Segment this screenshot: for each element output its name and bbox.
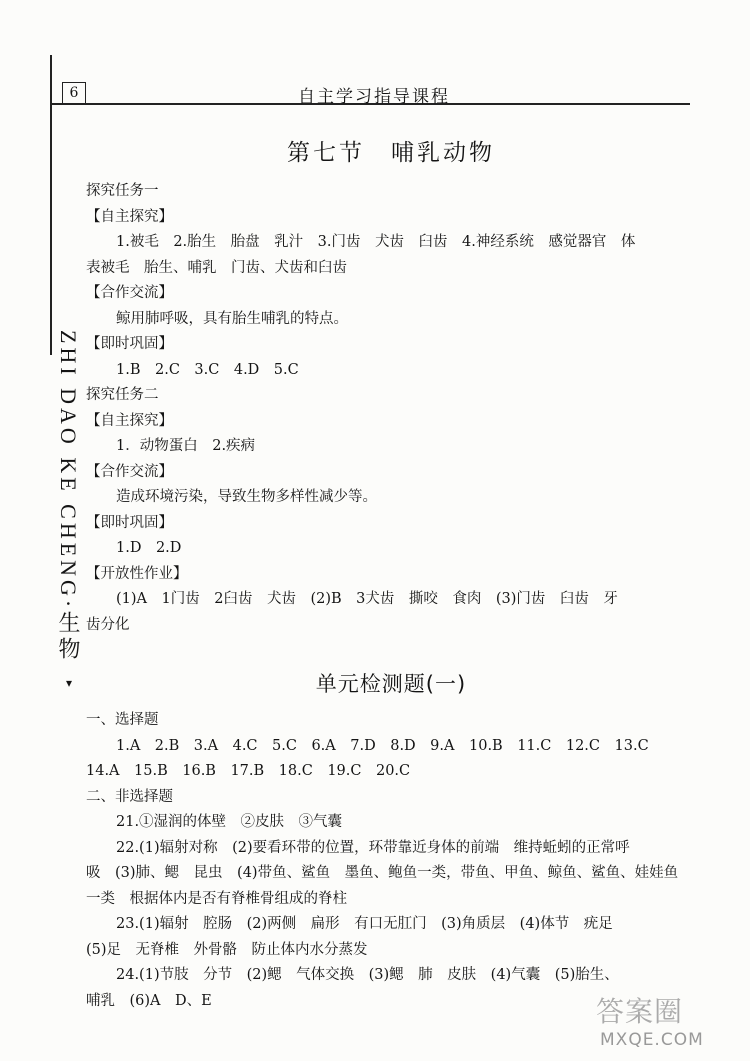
subheading: 【开放性作业】 (86, 565, 188, 582)
answer-line: 表被毛 胎生、哺乳 门齿、犬齿和臼齿 (86, 259, 347, 276)
answer-line: 1．动物蛋白 2.疾病 (116, 438, 256, 454)
task-heading: 探究任务二 (86, 387, 159, 403)
answer-line: (5)足 无脊椎 外骨骼 防止体内水分蒸发 (86, 941, 368, 958)
answer-line: 14.A 15.B 16.B 17.B 18.C 19.C 20.C (86, 763, 411, 779)
answer-line: 齿分化 (86, 616, 130, 633)
answer-line: (1)A 1门齿 2臼齿 犬齿 (2)B 3犬齿 撕咬 食肉 (3)门齿 臼齿 牙 (116, 591, 618, 607)
subheading: 【合作交流】 (86, 285, 173, 301)
subheading: 【即时巩固】 (86, 336, 173, 352)
section-title: 第七节 哺乳动物 (287, 140, 495, 166)
side-mark: ▾ (66, 676, 73, 690)
answer-line: 一类 根据体内是否有脊椎骨组成的脊柱 (86, 890, 347, 907)
page-number: 6 (62, 82, 86, 104)
subheading: 【即时巩固】 (86, 514, 173, 531)
page-content (86, 130, 696, 1014)
task-heading: 探究任务一 (86, 183, 159, 199)
answer-line: 1.B 2.C 3.C 4.D 5.C (116, 361, 299, 378)
side-course-label: ZHI DAO KE CHENG·生物 (56, 330, 81, 664)
subheading: 【合作交流】 (86, 463, 173, 480)
unit-body (86, 708, 696, 1014)
answer-line: 23.(1)辐射 腔肠 (2)两侧 扁形 有口无肛门 (3)角质层 (4)体节 疣足 (116, 916, 613, 932)
answer-line: 21.①湿润的体壁 ②皮肤 ③气囊 (116, 814, 343, 830)
watermark-logo: 答案圈 (596, 995, 684, 1028)
subheading: 【自主探究】 (86, 208, 173, 225)
answer-line: 22.(1)辐射对称 (2)要看环带的位置，环带靠近身体的前端 维持蚯蚓的正常呼 (116, 839, 630, 856)
answer-line: 1.A 2.B 3.A 4.C 5.C 6.A 7.D 8.D 9.A 10.B 11.C 12.C 13.C (116, 737, 649, 754)
answer-line: 鲸用肺呼吸，具有胎生哺乳的特点。 (116, 310, 348, 327)
unit-test-title: 单元检测题(一) (315, 672, 467, 696)
part-heading: 二、非选择题 (86, 788, 173, 805)
watermark-site: MXQE.COM (600, 1030, 704, 1050)
answer-line: 哺乳 (6)A D、E (86, 992, 212, 1009)
answer-line: 1.被毛 2.胎生 胎盘 乳汁 3.门齿 犬齿 臼齿 4.神经系统 感觉器官 体 (116, 234, 636, 250)
answer-line: 吸 (3)肺、鳃 昆虫 (4)带鱼、鲨鱼 墨鱼、鲍鱼一类，带鱼、甲鱼、鲸鱼、鲨鱼、娃娃鱼 (86, 865, 679, 881)
running-title: 自主学习指导课程 (298, 87, 450, 107)
answer-line: 1.D 2.D (116, 540, 182, 556)
answer-line: 造成环境污染，导致生物多样性减少等。 (116, 489, 377, 505)
spine-rule (50, 55, 52, 355)
answer-line: 24.(1)节肢 分节 (2)鳃 气体交换 (3)鳃 肺 皮肤 (4)气囊 (5)胎生、 (116, 967, 619, 983)
part-heading: 一、选择题 (86, 712, 159, 728)
subheading: 【自主探究】 (86, 412, 173, 429)
section-body (86, 179, 696, 638)
